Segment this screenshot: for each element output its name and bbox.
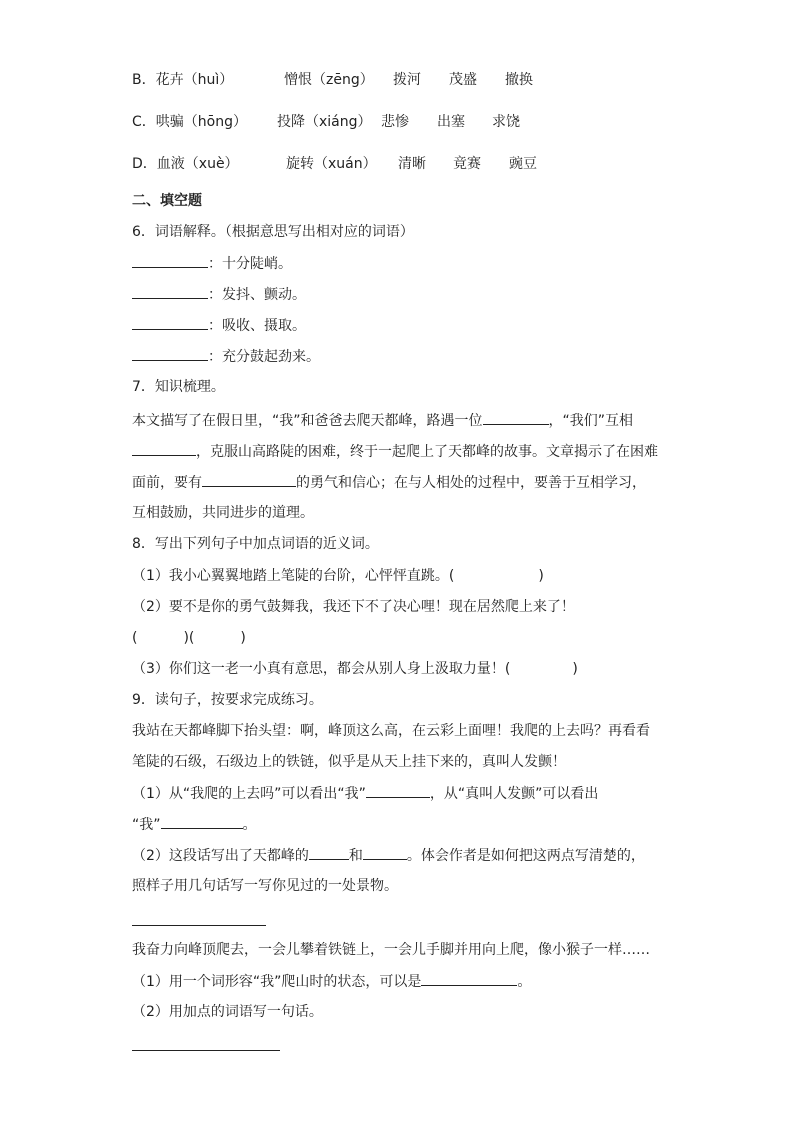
q6-blank-2[interactable] xyxy=(132,284,208,299)
q8-answer-2-row xyxy=(132,628,246,648)
q9-a1-text-d: 。 xyxy=(242,817,257,833)
q7-text-3a: 面前，要有 xyxy=(132,475,202,491)
q9-a1-text-b: ，从“真叫人发颤”可以看出 xyxy=(429,786,599,802)
q6-blank-3[interactable] xyxy=(132,315,208,330)
q9-sub-1-line-1 xyxy=(132,783,598,803)
q9-sub-b2: （2）用加点的词语写一句话。 xyxy=(132,1004,323,1020)
q8-sentence-2: （2）要不是你的勇气鼓舞我，我还下不了决心哩！现在居然爬上来了！ xyxy=(132,599,575,615)
q9-answer-line-2[interactable] xyxy=(132,1050,280,1051)
q7-text-1a: 本文描写了在假日里，“我”和爸爸去爬天都峰，路遇一位 xyxy=(132,413,483,429)
option-d-label[interactable]: D．血液（xuè） xyxy=(132,156,239,172)
q7-text-3b: 的勇气和信心；在与人相处的过程中，要善于互相学习， xyxy=(296,475,646,491)
option-c-word-2: 悲惨 xyxy=(381,114,409,130)
q9-a1-text-c: “我” xyxy=(132,817,161,833)
q6-item-1 xyxy=(132,253,292,273)
q9-a2-text-b: 和 xyxy=(348,848,363,864)
q8-stem: 8．写出下列句子中加点词语的近义词。 xyxy=(132,536,379,552)
q9-passage-1-line-1: 我站在天都峰脚下抬头望：啊，峰顶这么高，在云彩上面哩！我爬的上去吗？再看看 xyxy=(132,723,650,739)
q6-item-2 xyxy=(132,284,306,304)
q6-item-4 xyxy=(132,346,320,366)
q9-a1-text-a: （1）从“我爬的上去吗”可以看出“我” xyxy=(132,786,366,802)
option-d-word-4: 豌豆 xyxy=(509,156,537,172)
q7-blank-2[interactable] xyxy=(132,441,196,456)
q6-stem: 6．词语解释。（根据意思写出相对应的词语） xyxy=(132,224,414,240)
q8-s2-close: ) xyxy=(240,630,246,646)
q7-text-2: ，克服山高路陡的困难，终于一起爬上了天都峰的故事。文章揭示了在困难 xyxy=(196,444,658,460)
section-heading: 二、填空题 xyxy=(132,193,202,209)
option-c-word-4: 求饶 xyxy=(492,114,520,130)
option-d-word-1: 旋转（xuán） xyxy=(286,156,377,172)
q7-stem: 7．知识梳理。 xyxy=(132,379,225,395)
q6-def-4: ：充分鼓起劲来。 xyxy=(208,349,320,365)
q6-def-3: ：吸收、摄取。 xyxy=(208,318,306,334)
q8-s3-text: （3）你们这一老一小真有意思，都会从别人身上汲取力量！( xyxy=(132,661,511,677)
q7-line-2 xyxy=(132,441,658,461)
q9-blank-4[interactable] xyxy=(363,845,407,860)
option-c-label[interactable]: C．哄骗（hōng） xyxy=(132,114,247,130)
q9-passage-1-line-2: 笔陡的石级，石级边上的铁链，似乎是从天上挂下来的，真叫人发颤！ xyxy=(132,754,566,770)
q6-blank-1[interactable] xyxy=(132,253,208,268)
option-b-word-4: 撤换 xyxy=(505,72,533,88)
q8-sentence-1 xyxy=(132,566,544,586)
q9-blank-2[interactable] xyxy=(161,814,243,829)
q9-blank-3[interactable] xyxy=(309,845,349,860)
q9-b1-text-b: 。 xyxy=(517,974,532,990)
q8-s1-text: （1）我小心翼翼地踏上笔陡的台阶，心怦怦直跳。( xyxy=(132,568,455,584)
q7-line-3 xyxy=(132,472,646,492)
q9-sub-1-line-2 xyxy=(132,814,257,834)
q8-sentence-3 xyxy=(132,659,578,679)
q9-stem: 9．读句子，按要求完成练习。 xyxy=(132,692,323,708)
q8-s2-mid: )( xyxy=(183,630,195,646)
option-b-word-3: 茂盛 xyxy=(449,72,477,88)
q9-sub-b1 xyxy=(132,971,531,991)
option-b-word-1: 憎恨（zēng） xyxy=(284,72,374,88)
q6-item-3 xyxy=(132,315,306,335)
q7-line-4: 互相鼓励，共同进步的道理。 xyxy=(132,505,314,521)
q9-passage-2: 我奋力向峰顶爬去，一会儿攀着铁链上，一会儿手脚并用向上爬，像小猴子一样…… xyxy=(132,942,650,958)
q7-blank-3[interactable] xyxy=(202,472,296,487)
option-c-word-3: 出塞 xyxy=(437,114,465,130)
option-b-label[interactable]: B．花卉（huì） xyxy=(132,72,234,88)
q9-b1-text-a: （1）用一个词形容“我”爬山时的状态，可以是 xyxy=(132,974,422,990)
q6-def-2: ：发抖、颤动。 xyxy=(208,287,306,303)
q8-s1-close: ) xyxy=(538,568,544,584)
q8-s2-open: ( xyxy=(132,630,138,646)
q7-blank-1[interactable] xyxy=(483,410,549,425)
q9-sub-2-line-2: 照样子用几句话写一写你见过的一处景物。 xyxy=(132,878,398,894)
option-d-word-3: 竟赛 xyxy=(453,156,481,172)
q9-sub-2-line-1 xyxy=(132,845,645,865)
q7-text-1b: ，“我们”互相 xyxy=(548,413,634,429)
q9-answer-line-1[interactable] xyxy=(132,925,266,926)
q9-blank-5[interactable] xyxy=(421,971,517,986)
option-b-word-2: 拨河 xyxy=(393,72,421,88)
q9-blank-1[interactable] xyxy=(366,783,430,798)
option-d-word-2: 清晰 xyxy=(398,156,426,172)
q6-blank-4[interactable] xyxy=(132,346,208,361)
q9-a2-text-a: （2）这段话写出了天都峰的 xyxy=(132,848,309,864)
q7-line-1 xyxy=(132,410,633,430)
q6-def-1: ：十分陡峭。 xyxy=(208,256,292,272)
option-c-word-1: 投降（xiáng） xyxy=(277,114,372,130)
q9-a2-text-c: 。体会作者是如何把这两点写清楚的， xyxy=(406,848,645,864)
q8-s3-close: ) xyxy=(572,661,578,677)
